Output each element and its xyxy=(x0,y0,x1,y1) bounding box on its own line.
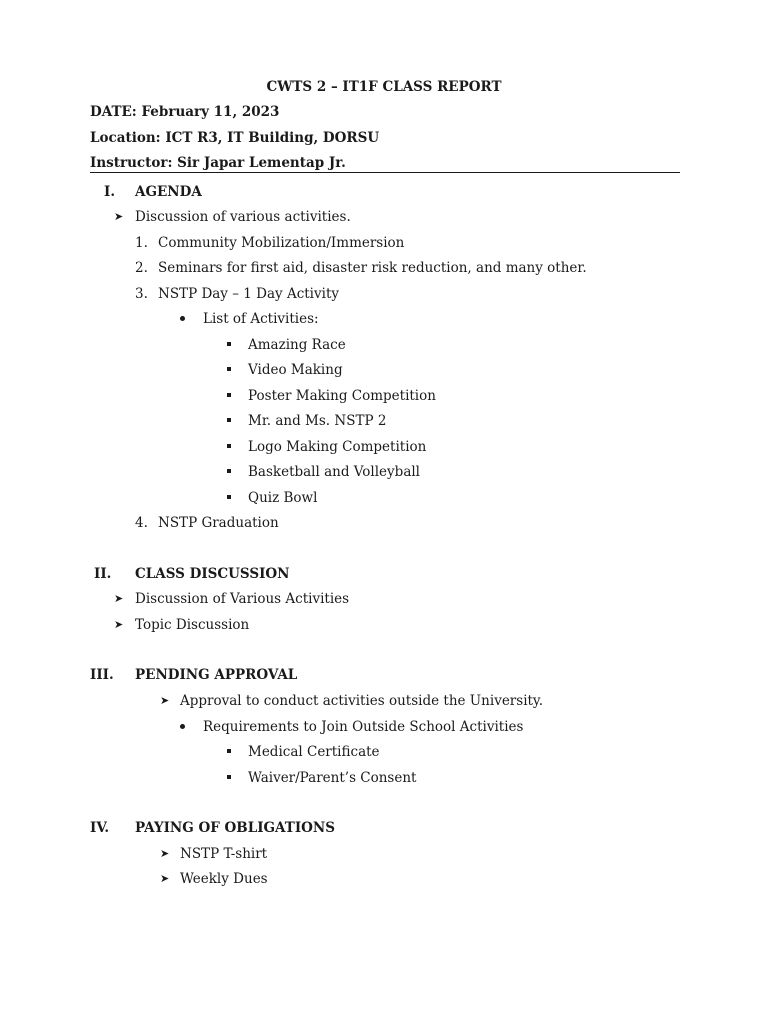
list-item: Waiver/Parent’s Consent xyxy=(248,770,417,786)
header-divider xyxy=(90,172,680,173)
item-number: 1. xyxy=(135,235,148,251)
list-item: Mr. and Ms. NSTP 2 xyxy=(248,413,387,429)
arrow-bullet-icon: ➤ xyxy=(114,618,124,631)
section-heading: PAYING OF OBLIGATIONS xyxy=(135,820,335,836)
list-item: Seminars for first aid, disaster risk reduction, and many other. xyxy=(158,260,587,276)
instructor-line: Instructor: Sir Japar Lementap Jr. xyxy=(90,155,346,171)
report-title: CWTS 2 – IT1F CLASS REPORT xyxy=(266,79,502,95)
item-number: 2. xyxy=(135,260,148,276)
list-item: Logo Making Competition xyxy=(248,439,427,455)
section-heading: AGENDA xyxy=(135,184,202,200)
arrow-bullet-icon: ➤ xyxy=(160,847,170,860)
list-item: Weekly Dues xyxy=(180,871,268,887)
square-bullet-icon xyxy=(227,444,231,448)
square-bullet-icon xyxy=(227,418,231,422)
arrow-bullet-icon: ➤ xyxy=(114,592,124,605)
list-item: Medical Certificate xyxy=(248,744,380,760)
arrow-bullet-icon: ➤ xyxy=(160,694,170,707)
square-bullet-icon xyxy=(227,495,231,499)
date-line: DATE: February 11, 2023 xyxy=(90,104,280,120)
square-bullet-icon xyxy=(227,469,231,473)
list-item: Approval to conduct activities outside the University. xyxy=(180,693,544,709)
location-line: Location: ICT R3, IT Building, DORSU xyxy=(90,130,380,146)
arrow-bullet-icon: ➤ xyxy=(114,210,124,223)
section-numeral: IV. xyxy=(90,820,110,836)
arrow-bullet-icon: ➤ xyxy=(160,872,170,885)
list-item: Basketball and Volleyball xyxy=(248,464,420,480)
square-bullet-icon xyxy=(227,342,231,346)
round-bullet-icon xyxy=(180,724,185,729)
list-item: Quiz Bowl xyxy=(248,490,318,506)
list-item: Video Making xyxy=(248,362,343,378)
square-bullet-icon xyxy=(227,367,231,371)
section-heading: PENDING APPROVAL xyxy=(135,667,298,683)
list-item: Discussion of various activities. xyxy=(135,209,351,225)
square-bullet-icon xyxy=(227,393,231,397)
item-number: 3. xyxy=(135,286,148,302)
square-bullet-icon xyxy=(227,775,231,779)
square-bullet-icon xyxy=(227,749,231,753)
list-item: Discussion of Various Activities xyxy=(135,591,350,607)
list-item: NSTP Day – 1 Day Activity xyxy=(158,286,339,302)
item-number: 4. xyxy=(135,515,148,531)
list-item: Topic Discussion xyxy=(135,617,250,633)
list-item: Requirements to Join Outside School Activities xyxy=(203,719,524,735)
list-item: Community Mobilization/Immersion xyxy=(158,235,405,251)
list-item: Amazing Race xyxy=(248,337,346,353)
section-numeral: III. xyxy=(90,667,114,683)
section-numeral: I. xyxy=(104,184,116,200)
section-numeral: II. xyxy=(94,566,112,582)
list-item: List of Activities: xyxy=(203,311,319,327)
list-item: Poster Making Competition xyxy=(248,388,436,404)
list-item: NSTP Graduation xyxy=(158,515,279,531)
round-bullet-icon xyxy=(180,316,185,321)
list-item: NSTP T-shirt xyxy=(180,846,268,862)
section-heading: CLASS DISCUSSION xyxy=(135,566,290,582)
